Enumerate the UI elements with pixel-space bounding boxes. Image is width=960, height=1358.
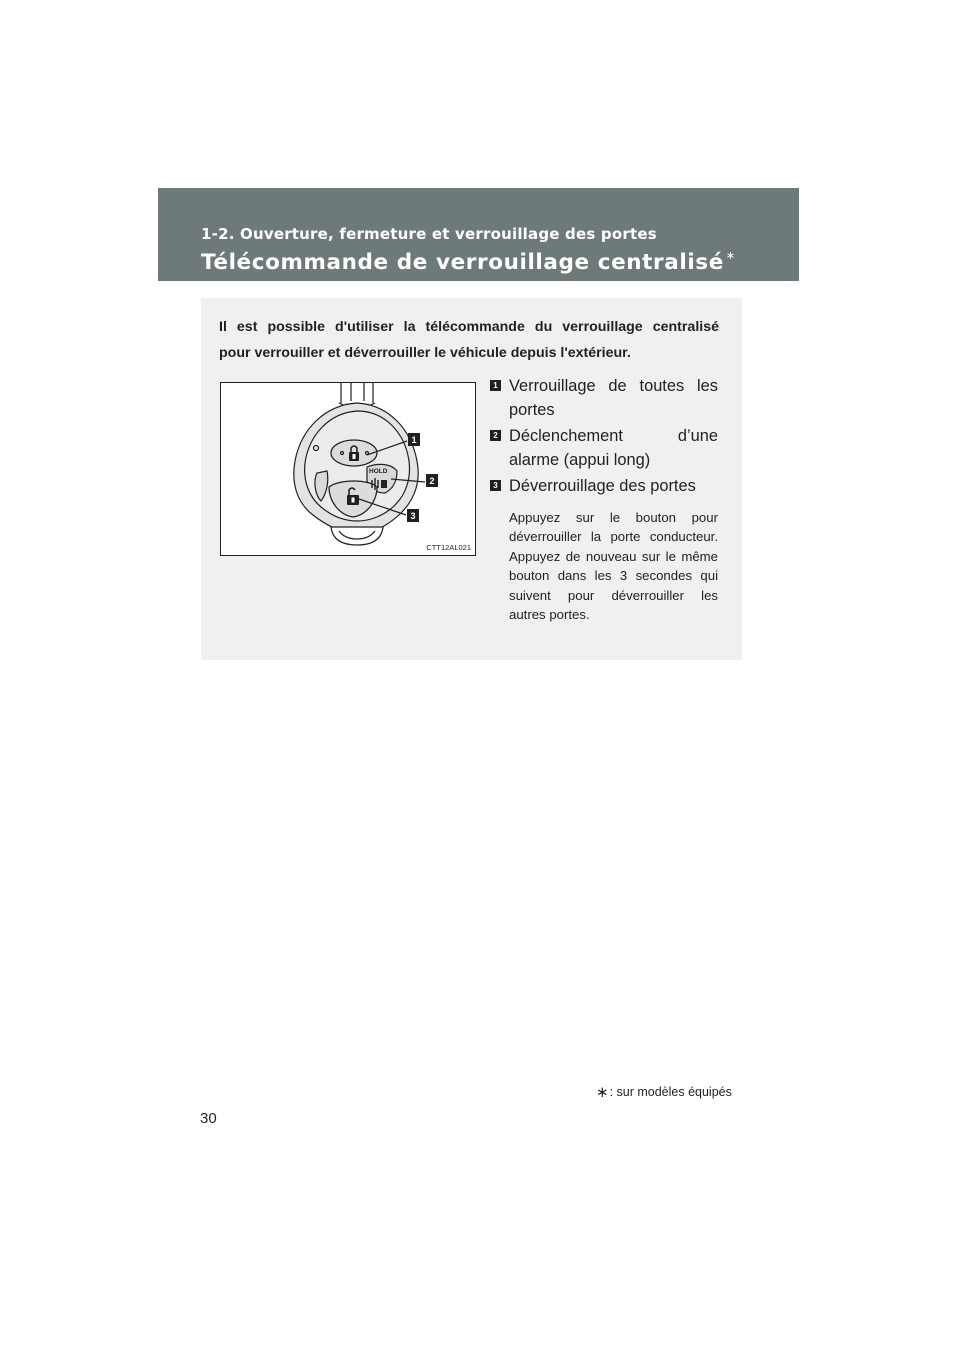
- legend-text-3: Déverrouillage des portes: [509, 477, 696, 495]
- legend-text-1a: Verrouillage de toutes les: [509, 377, 718, 395]
- intro-paragraph: [219, 314, 719, 366]
- key-fob-illustration: [220, 382, 476, 556]
- legend-number-2: 2: [490, 430, 501, 441]
- footnote-text: : sur modèles équipés: [609, 1085, 732, 1099]
- legend-text-2b: alarme (appui long): [509, 451, 651, 469]
- section-label: 1-2. Ouverture, fermeture et verrouillage des portes: [201, 225, 657, 243]
- callout-label-2: 2: [429, 476, 435, 486]
- note-last-line: autres portes.: [509, 607, 590, 623]
- section-header: [158, 188, 799, 281]
- legend-text-2a: Déclenchement d’une: [509, 427, 718, 445]
- legend-item: [489, 474, 718, 498]
- unlock-note: [509, 508, 718, 624]
- key-ring: [331, 527, 383, 545]
- page-number: 30: [200, 1110, 217, 1127]
- content-panel: [201, 298, 742, 660]
- key-fob-drawing: [221, 383, 475, 555]
- callout-label-1: 1: [411, 435, 417, 445]
- legend-list: [489, 374, 718, 500]
- legend-item: [489, 424, 718, 472]
- figure-code: CTT12AL021: [426, 543, 471, 552]
- page-title-text: Télécommande de verrouillage centralisé: [201, 250, 724, 275]
- page-title: [201, 250, 736, 275]
- legend-item: [489, 374, 718, 422]
- intro-line-1: Il est possible d'utiliser la télécommande du verrouillage centralisé: [219, 319, 719, 335]
- note-body: Appuyez sur le bouton pour déverrouiller la porte conducteur. Appuyez de nouveau sur le même bouton dans les 3 secondes qui suivent pour déverrouiller les: [509, 510, 718, 603]
- legend-number-3: 3: [490, 480, 501, 491]
- footnote-star: ∗: [596, 1084, 609, 1101]
- key-blade: [341, 383, 373, 403]
- legend-number-1: 1: [490, 380, 501, 391]
- footnote: [596, 1082, 732, 1100]
- legend-text-1b: portes: [509, 401, 555, 419]
- hold-label: HOLD: [369, 468, 388, 475]
- callout-label-3: 3: [410, 511, 416, 521]
- intro-line-2: pour verrouiller et déverrouiller le véhicule depuis l'extérieur.: [219, 345, 631, 361]
- equipment-mark: ∗: [725, 248, 736, 262]
